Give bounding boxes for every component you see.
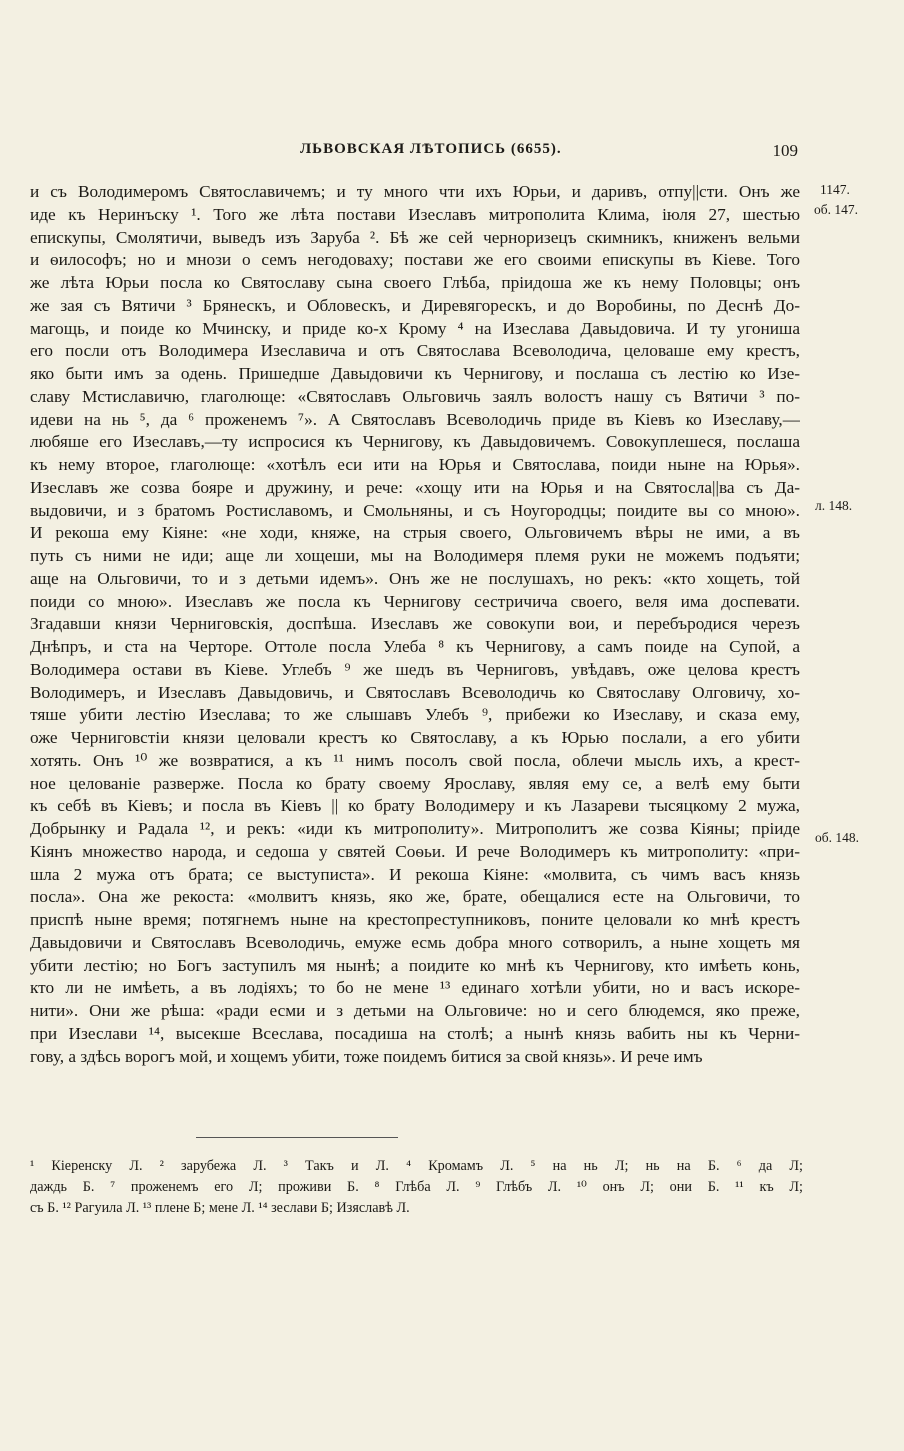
text-line: и съ Володимеромъ Святославичемъ; и ту много чти ихъ Юрьи, и даривъ, отпу||сти. Онъ же bbox=[30, 182, 800, 201]
text-line: яко быти имъ за одень. Пришедше Давыдовичи къ Чернигову, и послаша съ лестію ко Изе- bbox=[30, 364, 800, 383]
text-line: путь съ ними не иди; аще ли хощеши, мы на Володимеря племя руки не можемъ подъяти; bbox=[30, 546, 800, 565]
text-line: И рекоша ему Кіяне: «не ходи, княже, на стрыя своего, Ольговичемъ вѣры не ими, а въ bbox=[30, 523, 800, 543]
text-line: его посли отъ Володимера Изеславича и отъ Святослава Всеволодича, целоваше ему крестъ, bbox=[30, 341, 800, 361]
page-header bbox=[30, 141, 800, 165]
text-line: къ себѣ въ Кіевъ; и посла въ Кіевъ || ко брату Володимеру и къ Лазареви тысяцкому 2 мужа, bbox=[30, 796, 800, 816]
text-line: выдовичи, и з братомъ Ростиславомъ, и Смольняны, и съ Ноугородцы; поидите вы со мною». bbox=[30, 500, 800, 520]
text-line: славу Мстиславичю, глаголюще: «Святославъ Ольговичь заялъ волостъ нашу съ Вятичи ³ по- bbox=[30, 386, 800, 406]
margin-note-folio-ob147: об. 147. bbox=[814, 202, 858, 217]
text-line: шла 2 мужа отъ брата; се выступиста». И рекоша Кіяне: «молвита, съ чимъ васъ князь bbox=[30, 864, 800, 884]
text-line: оже Черниговстіи князи целовали крестъ ко Святославу, а къ Юрью послали, а его убити bbox=[30, 728, 800, 747]
text-line: иде къ Неринъску ¹. Того же лѣта постави Изеславъ митрополита Клима, іюля 27, шестью bbox=[30, 204, 800, 224]
margin-note-folio-ob148: об. 148. bbox=[815, 830, 859, 845]
text-line: убити лестію; но Богъ заступилъ мя нынѣ; а поидите ко мнѣ къ Чернигову, кто имѣеть конь, bbox=[30, 955, 800, 975]
text-line: поиди со мною». Изеславъ же посла къ Чернигову сестричича своего, веля има доспевати. bbox=[30, 591, 800, 611]
footnote-line: съ Б. ¹² Рагуила Л. ¹³ плене Б; мене Л. ¹⁴ зеслави Б; Изяславѣ Л. bbox=[30, 1200, 410, 1216]
text-line: любяше его Изеславъ,—ту испросися къ Чернигову, къ Давыдовичемъ. Совокуплешеся, послаша bbox=[30, 432, 800, 452]
running-title: ЛЬВОВСКАЯ ЛѢТОПИСЬ (6655). bbox=[300, 141, 562, 157]
text-line: Кіянъ множество народа, и седоша у святей Соѳьи. И рече Володимеръ къ митрополиту: «при- bbox=[30, 841, 800, 861]
text-line: нити». Они же рѣша: «ради есми и з детьми на Ольговиче: но и сего блюдемся, яко преже, bbox=[30, 1001, 800, 1020]
text-line: Володимеръ, и Изеславъ Давыдовичь, и Святославъ Всеволодичь ко Святославу Олговичу, хо- bbox=[30, 682, 800, 702]
text-line: ное целованіе разверже. Посла ко брату своему Ярославу, являя ему се, а велѣ ему быти bbox=[30, 773, 800, 793]
footnotes bbox=[30, 1156, 803, 1219]
text-line: посла». Она же рекоста: «молвитъ князь, яко же, брате, обещалися есте на Ольговичи, то bbox=[30, 887, 800, 907]
footnote-separator bbox=[196, 1137, 398, 1138]
text-line: тяше убити лестію Изеслава; то же слышавъ Улебъ ⁹, прибежи ко Изеславу, и сказа ему, bbox=[30, 705, 800, 725]
text-line: и ѳилософъ; но и мнози о семъ негодоваху; постави же его своими епискупы въ Кіеве. Того bbox=[30, 250, 800, 270]
text-line: Давыдовичи и Святославъ Всеволодичь, емуже есмь добра много сотворилъ, а ныне хощеть мя bbox=[30, 932, 800, 952]
text-line: же лѣта Юрьи посла ко Святославу сына своего Глѣба, пріидоша же къ нему Половцы; онъ bbox=[30, 273, 800, 292]
text-line: Згадавши князи Черниговскія, доспѣша. Изеславъ же совокупи вои, и перебъродися черезъ bbox=[30, 614, 800, 634]
footnote-line: даждь Б. ⁷ проженемъ его Л; проживи Б. ⁸ Глѣба Л. ⁹ Глѣбъ Л. ¹⁰ онъ Л; они Б. ¹¹ къ Л; bbox=[30, 1179, 803, 1195]
text-line: къ нему второе, глаголюще: «хотѣлъ еси ити на Юрья и Святослава, поиди ныне на Юрья». bbox=[30, 455, 800, 474]
chronicle-body-text bbox=[30, 181, 800, 1068]
margin-note-folio-l148: л. 148. bbox=[815, 498, 853, 513]
footnote-line: ¹ Кіеренску Л. ² зарубежа Л. ³ Такъ и Л. ⁴ Кромамъ Л. ⁵ на нь Л; нь на Б. ⁶ да Л; bbox=[30, 1158, 803, 1174]
text-line: Днѣпръ, и ста на Черторе. Оттоле посла Улеба ⁸ къ Чернигову, а самъ поиде на Супой, а bbox=[30, 637, 800, 656]
text-line: же зая съ Вятичи ³ Брянескъ, и Обловескъ, и Диревягорескъ, и до Воробины, по Деснѣ До- bbox=[30, 295, 800, 315]
margin-note-year: 1147. bbox=[820, 182, 850, 197]
page-number: 109 bbox=[772, 141, 798, 160]
text-line: приспѣ ныне время; потягнемъ ныне на крестопреступниковъ, поните целовали ко мнѣ крестъ bbox=[30, 910, 800, 929]
text-line: кто ли не имѣеть, а въ лодіяхъ; то бо не мене ¹³ единаго хотѣли убити, но и васъ искоре- bbox=[30, 978, 800, 998]
text-line: аще на Ольговичи, то и з детьми идемъ». Онъ же не послушахъ, но рекъ: «кто хощеть, той bbox=[30, 568, 800, 588]
text-line: Добрынку и Радала ¹², и рекъ: «иди къ митрополиту». Митрополитъ же созва Кіяны; пріиде bbox=[30, 819, 800, 838]
text-line: Изеславъ же созва бояре и дружину, и рече: «хощу ити на Юрья и на Святосла||ва съ Да- bbox=[30, 477, 800, 497]
text-line: при Изеслави ¹⁴, высекше Всеслава, посадиша на столѣ; а нынѣ князь вабить ны къ Черни- bbox=[30, 1023, 800, 1043]
text-line: идеви на нь ⁵, да ⁶ проженемъ ⁷». А Святославъ Всеволодичь приде въ Кіевъ ко Изеславу,— bbox=[30, 409, 800, 429]
text-line: Володимера остави въ Кіеве. Углебъ ⁹ же шедъ въ Черниговъ, увѣдавъ, оже целова крестъ bbox=[30, 659, 800, 679]
text-line: хотять. Онъ ¹⁰ же возвратися, а къ ¹¹ нимъ посолъ свой посла, облечи мысль ихъ, а крест- bbox=[30, 750, 800, 770]
text-line: епискупы, Смолятичи, выведъ изъ Заруба ². Бѣ же сей черноризецъ скимникъ, книженъ вельми bbox=[30, 227, 800, 247]
text-line: гову, а здѣсь ворогъ мой, и хощемъ убити, тоже поидемъ битися за свой князь». И рече имъ bbox=[30, 1046, 703, 1066]
text-line: магощь, и поиде ко Мчинску, и приде ко-х Крому ⁴ на Изеслава Давыдовича. И ту угониша bbox=[30, 318, 800, 338]
